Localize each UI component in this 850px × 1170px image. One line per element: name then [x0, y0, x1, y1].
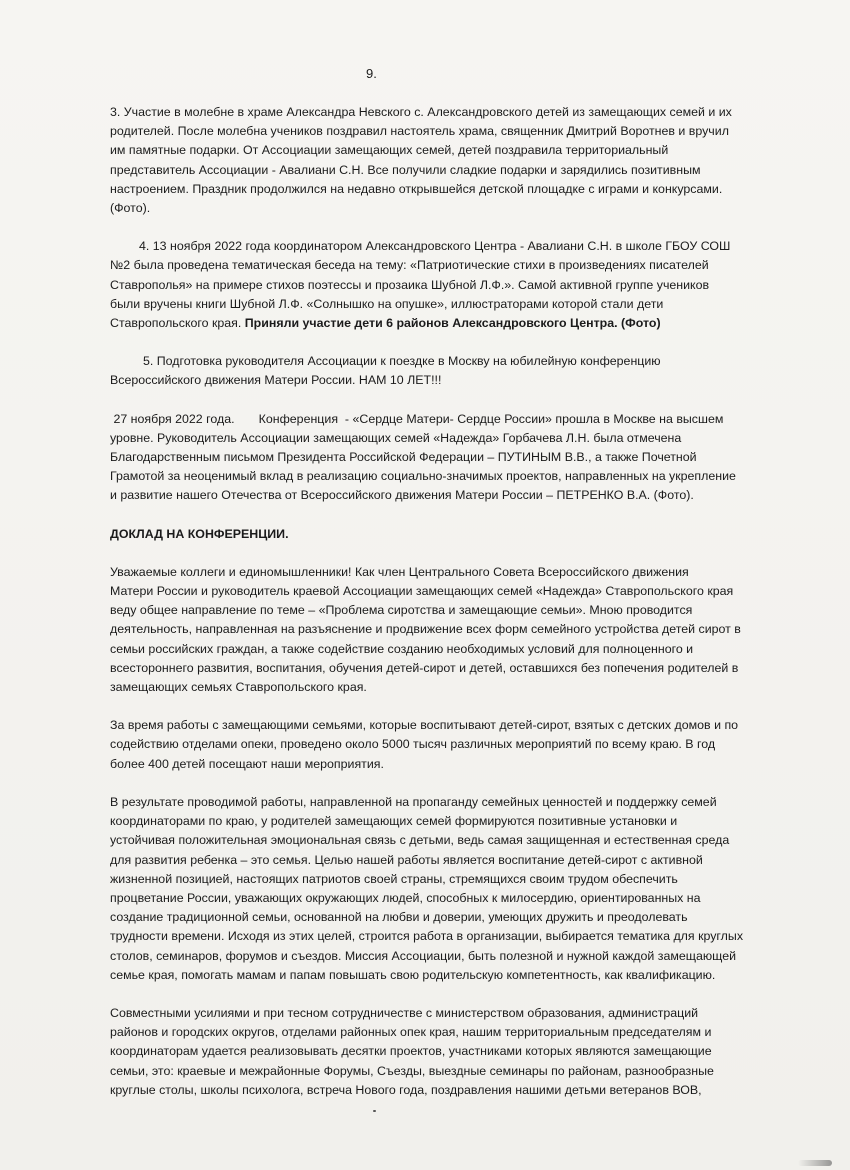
text-line: координаторам удается реализовывать десятки проектов, участниками которых являются замещающие	[110, 1044, 712, 1059]
text-line: им памятные подарки. От Ассоциации замещающих семей, детей поздравила территориальный	[110, 143, 669, 158]
text-line: жизненной позицией, настоящих патриотов своей страны, стремящихся своим трудом обеспечить	[110, 871, 678, 886]
text-bold: Приняли участие дети 6 районов Александровского Центра. (Фото)	[244, 316, 661, 331]
text-line: семье края, помогать мамам и папам повышать свою родительскую компетентность, как квалификацию.	[110, 967, 716, 982]
text-line: уровне. Руководитель Ассоциации замещающих семей «Надежда» Горбачева Л.Н. была отмечена	[110, 430, 682, 445]
text-line: и развитие нашего Отечества от Всероссийского движения Матери России – ПЕТРЕНКО В.А. (Фото).	[110, 488, 694, 503]
scan-edge-mark	[798, 1160, 832, 1166]
text-line: Уважаемые коллеги и единомышленники! Как член Центрального Совета Всероссийского движения	[110, 564, 689, 579]
text-line: Совместными усилиями и при тесном сотрудничестве с министерством образования, администраций	[110, 1005, 699, 1020]
text-line: 27 ноября 2022 года. Конференция - «Сердце Матери- Сердце России» прошла в Москве на высшем	[110, 411, 724, 426]
text-line: №2 была проведена тематическая беседа на тему: «Патриотические стихи в произведениях писателей	[110, 258, 709, 273]
text-line: деятельность, направленная на разъяснение и продвижение всех форм семейного устройства детей сирот в	[110, 622, 741, 637]
text-line: 5. Подготовка руководителя Ассоциации к поездке в Москву на юбилейную конференцию	[143, 354, 661, 369]
text-line: устойчивая положительная эмоциональная связь с детьми, ведь самая защищенная и естественная среда	[110, 833, 730, 848]
text-line: Всероссийского движения Матери России. НАМ 10 ЛЕТ!!!	[110, 373, 442, 388]
text-line: семьи российских граждан, а также содействие созданию необходимых условий для полноценного и	[110, 641, 694, 656]
report-paragraph	[110, 563, 765, 697]
text-line: всестороннего развития, воспитания, обучения детей-сирот и детей, оставшихся без попечения родителей в	[110, 660, 739, 675]
text-line: столов, семинаров, форумов и съездов. Миссия Ассоциации, быть полезной и нужной каждой замещающей	[110, 948, 737, 963]
text-line: более 400 детей посещают наши мероприятия.	[110, 756, 384, 771]
document-body	[110, 103, 765, 1119]
text-line: Ставрополья» на примере стихов поэтессы и прозаика Шубной Л.Ф.». Самой активной группе учеников	[110, 277, 710, 292]
text-line: Грамотой за неоценимый вклад в реализацию социально-значимых проектов, направленных на укрепление	[110, 469, 736, 484]
text-line: содействию отделами опеки, проведено около 5000 тысяч различных мероприятий по всему краю. В год	[110, 737, 716, 752]
text-line: круглые столы, школы психолога, встреча Нового года, поздравления нашими детьми ветеранов ВОВ,	[110, 1082, 702, 1097]
text-line: для развития ребенка – это семья. Целью нашей работы является воспитание детей-сирот с активной	[110, 852, 703, 867]
text-line: координаторами по краю, у родителей замещающих семей формируются позитивные установки и	[110, 814, 678, 829]
text-line: родителей. После молебна учеников поздравил настоятель храма, священник Дмитрий Воротнев и вручил	[110, 124, 729, 139]
conference-paragraph	[110, 410, 765, 506]
text-line: семьи, это: краевые и межрайонные Форумы, Съезды, выездные семинары по районам, разнообразные	[110, 1063, 714, 1078]
text-line: представитель Ассоциации - Авалиани С.Н. Все получили сладкие подарки и зарядились позитивным	[110, 162, 701, 177]
text-line: За время работы с замещающими семьями, которые воспитывают детей-сирот, взятых с детских домов и по	[110, 718, 739, 733]
text-line: были вручены книги Шубной Л.Ф. «Солнышко на опушке», иллюстраторами которой стали дети	[110, 296, 664, 311]
text-line: районов и городских округов, отделами районных опек края, нашим территориальным председателям и	[110, 1025, 712, 1040]
text-line: (Фото).	[110, 201, 151, 216]
report-paragraph	[110, 716, 765, 774]
report-paragraph	[110, 793, 765, 985]
text-line: Матери России и руководитель краевой Ассоциации замещающих семей «Надежда» Ставропольского края	[110, 584, 734, 599]
text-line: настроением. Праздник продолжился на недавно открывшейся детской площадке с играми и конкурсами.	[110, 181, 723, 196]
text-line: замещающих семьях Ставропольского края.	[110, 680, 367, 695]
report-heading: ДОКЛАД НА КОНФЕРЕНЦИИ.	[110, 526, 289, 541]
text-line: 4. 13 ноября 2022 года координатором Александровского Центра - Авалиани С.Н. в школе ГБОУ СОШ	[139, 239, 731, 254]
text-line: В результате проводимой работы, направленной на пропаганду семейных ценностей и поддержку семей	[110, 794, 717, 809]
text-line: создание традиционной семьи, основанной на любви и доверии, умеющих дружить и преодолевать	[110, 910, 688, 925]
text-plain: Ставропольского края.	[110, 316, 245, 331]
text-line: 3. Участие в молебне в храме Александра Невского с. Александровского детей из замещающих семей и их	[110, 105, 732, 119]
text-line: трудности времени. Исходя из этих целей, строится работа в организации, выбирается тематика для круглых	[110, 929, 744, 944]
item-4-paragraph	[110, 237, 765, 333]
text-line: Благодарственным письмом Президента Российской Федерации – ПУТИНЫМ В.В., а также Почетной	[110, 450, 697, 465]
item-5-paragraph	[110, 352, 765, 390]
text-line: процветание России, уважающих окружающих людей, способных к милосердию, ориентированных на	[110, 890, 701, 905]
scan-speck	[373, 1110, 376, 1112]
item-3-paragraph	[110, 103, 765, 218]
text-line: веду общее направление по теме – «Проблема сиротства и замещающие семьи». Мною проводится	[110, 603, 693, 618]
report-paragraph	[110, 1004, 765, 1100]
text-line	[110, 314, 765, 333]
page-number: 9.	[366, 66, 377, 81]
